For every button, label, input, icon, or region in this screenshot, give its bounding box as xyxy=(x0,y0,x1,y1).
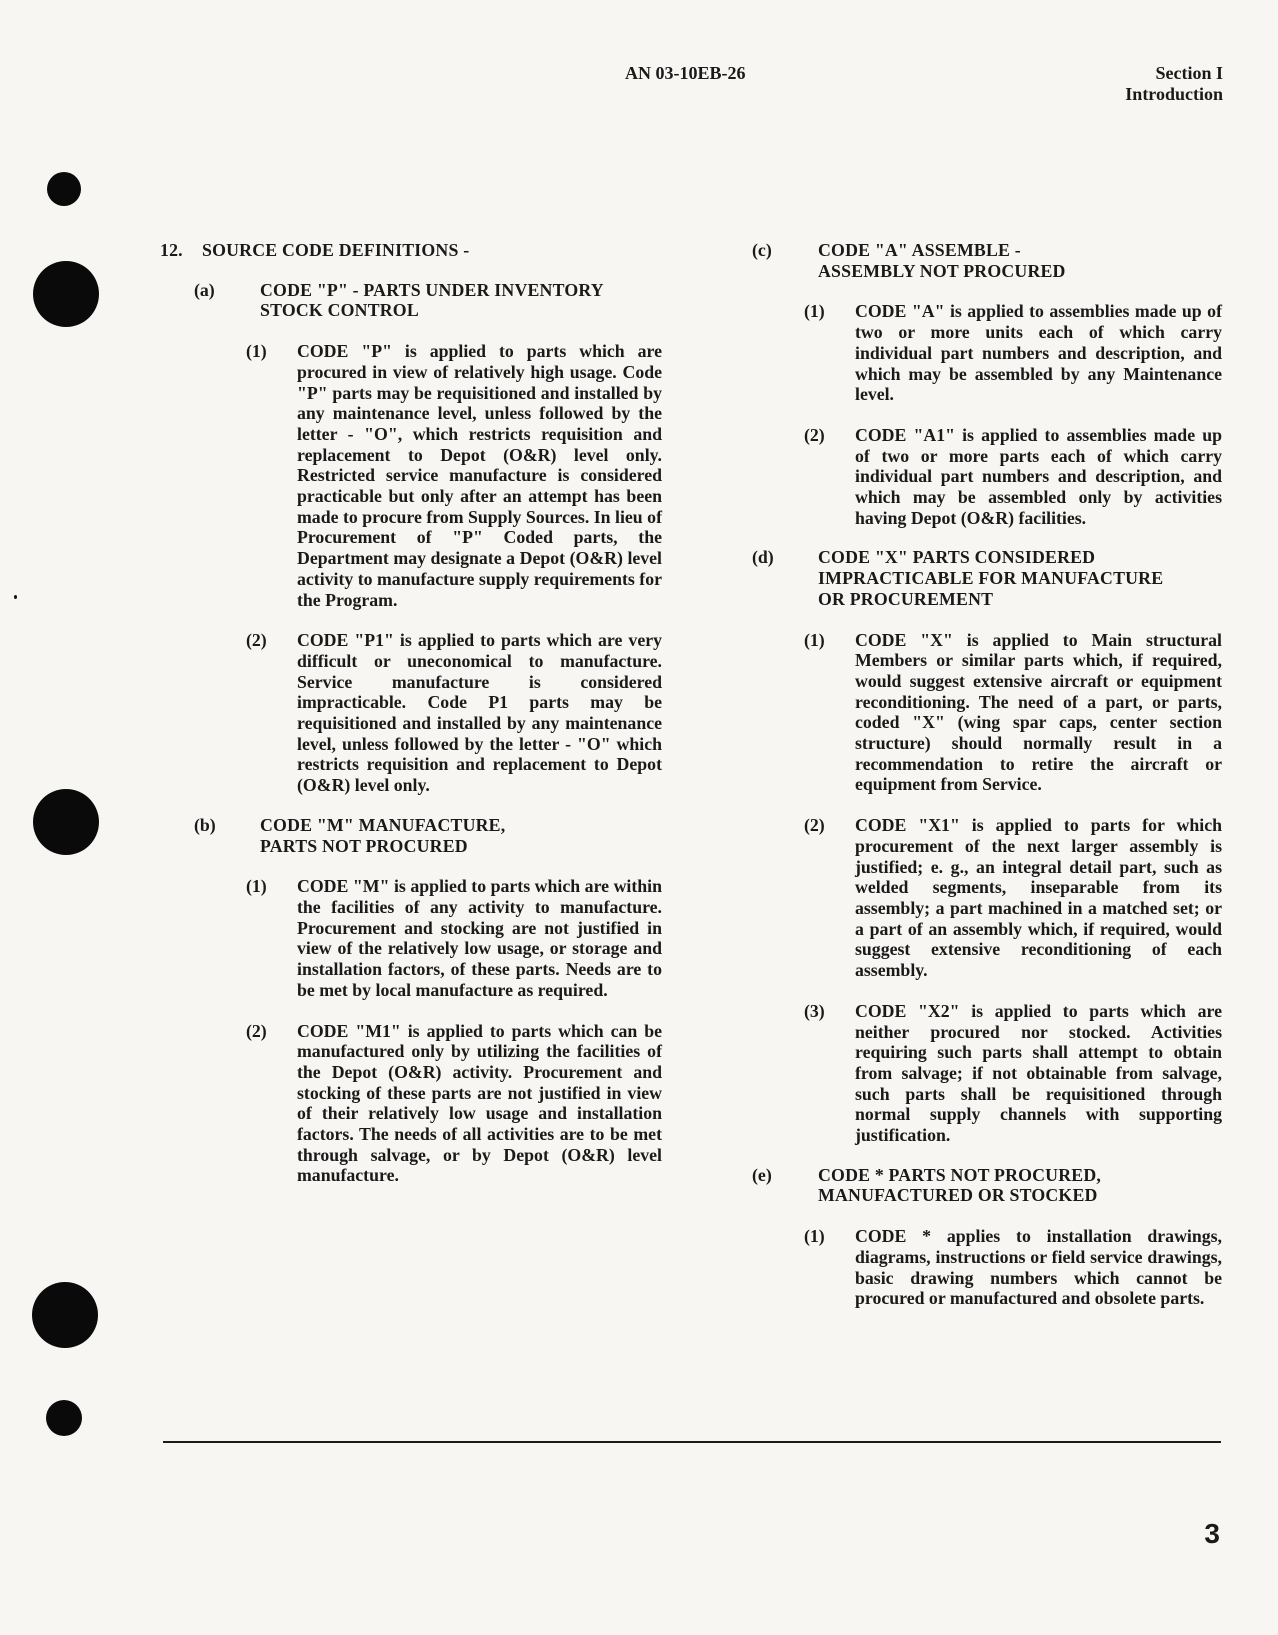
subsection-label: (c) xyxy=(752,240,772,260)
item-number: (2) xyxy=(246,630,267,651)
section-title: Introduction xyxy=(1125,84,1223,104)
item-text: CODE "M" is applied to parts which are within the facilities of any activity to manufacture. Procurement and stocking are not justified in view of the relatively low usage, or storage and installation factors, of these parts. Needs are to be met by local manufacture as required. xyxy=(297,876,662,1000)
main-heading xyxy=(160,240,662,261)
item-number: (1) xyxy=(804,301,825,322)
item-text: CODE "P1" is applied to parts which are very difficult or uneconomical to manufacture. Service manufacture is considered impracticable. Code P1 parts may be requisitioned and installed by any maintenance level, unless followed by the letter - "O" which restricts requisition and replacement to Depot (O&R) level only. xyxy=(297,630,662,796)
subsection-label: (d) xyxy=(752,547,774,568)
item-text: CODE "A1" is applied to assemblies made up of two or more parts each of which carry individual part numbers and description, and which may be assembled only by activities having Depot (O&R) facilities. xyxy=(855,424,1222,528)
subsection-c xyxy=(752,240,1222,281)
item-number: (1) xyxy=(804,629,825,650)
paragraph-item xyxy=(804,301,1222,405)
main-heading-number: 12. xyxy=(160,240,183,260)
paragraph-item xyxy=(246,1021,662,1187)
document-number: AN 03-10EB-26 xyxy=(625,63,746,83)
item-text: CODE "P" is applied to parts which are procured in view of relatively high usage. Code "P" parts may be requisitioned and installed by any maintenance level, unless followed by the letter - "O", which restricts requisition and replacement to Depot (O&R) level only. Restricted service manufacture is considered practicable but only after an attempt has been made to procure from Supply Sources. In lieu of Procurement of "P" Coded parts, the Department may designate a Depot (O&R) level activity to manufacture supply requirements for the Program. xyxy=(297,341,662,610)
subsection-title: CODE "X" PARTS CONSIDERED IMPRACTICABLE FOR MANUFACTURE OR PROCUREMENT xyxy=(818,547,1164,609)
page-number: 3 xyxy=(1204,1518,1220,1549)
section-header xyxy=(1125,63,1223,105)
item-number: (2) xyxy=(246,1020,267,1041)
item-text: CODE "M1" is applied to parts which can be manufactured only by utilizing the facilities of the Depot (O&R) activity. Procurement and stocking of these parts are not justified in view of their relatively low usage and installation factors. The needs of all activities are to be met through salvage, or by Depot (O&R) level manufacture. xyxy=(297,1020,662,1186)
item-number: (1) xyxy=(246,876,267,897)
binder-hole xyxy=(32,1282,98,1348)
item-text: CODE "X1" is applied to parts for which procurement of the next larger assembly is justified; e. g., an integral detail part, such as welded segments, inseparable from its assembly; a part machined in a matched set; or a part of an assembly which, if required, would suggest extensive reconditioning of each assembly. xyxy=(855,815,1222,981)
item-number: (2) xyxy=(804,424,825,445)
binder-hole xyxy=(33,261,99,327)
section-number: Section I xyxy=(1155,63,1223,83)
item-text: CODE "X2" is applied to parts which are neither procured nor stocked. Activities requiring such parts shall attempt to obtain from salvage; if not obtainable from salvage, such parts shall be requisitioned through normal supply channels with supporting justification. xyxy=(855,1000,1222,1146)
paragraph-item xyxy=(804,1001,1222,1146)
subsection-title: CODE "M" MANUFACTURE, PARTS NOT PROCURED xyxy=(260,814,506,856)
subsection-title: CODE * PARTS NOT PROCURED, MANUFACTURED OR STOCKED xyxy=(818,1164,1102,1206)
item-number: (1) xyxy=(246,341,267,362)
subsection-title: CODE "A" ASSEMBLE - ASSEMBLY NOT PROCURED xyxy=(818,240,1066,281)
item-text: CODE "A" is applied to assemblies made up of two or more units each of which carry individual part numbers and description, and which may be assembled by any Maintenance level. xyxy=(855,301,1222,405)
subsection-a xyxy=(194,280,662,321)
subsection-label: (a) xyxy=(194,279,215,300)
subsection-e xyxy=(752,1165,1222,1206)
paragraph-item xyxy=(804,425,1222,529)
right-column xyxy=(752,240,1222,1309)
paragraph-item xyxy=(804,1226,1222,1309)
subsection-d xyxy=(752,547,1222,609)
subsection-title: CODE "P" - PARTS UNDER INVENTORY STOCK CONTROL xyxy=(260,279,604,321)
footer-rule xyxy=(163,1441,1221,1443)
binder-hole xyxy=(46,1400,82,1436)
paragraph-item xyxy=(246,341,662,610)
binder-hole xyxy=(47,172,81,206)
item-text: CODE "X" is applied to Main structural Members or similar parts which, if required, would suggest extensive aircraft or equipment reconditioning. The need of a part, or parts, coded "X" (wing spar caps, center section structure) should normally result in a recommendation to retire the aircraft or equipment from Service. xyxy=(855,629,1222,795)
left-column xyxy=(160,240,662,1186)
subsection-label: (e) xyxy=(752,1164,772,1185)
paragraph-item xyxy=(246,876,662,1000)
item-text: CODE * applies to installation drawings, diagrams, instructions or field service drawings, basic drawing numbers which cannot be procured or manufactured and obsolete parts. xyxy=(855,1226,1222,1309)
paragraph-item xyxy=(804,630,1222,796)
paragraph-item xyxy=(804,815,1222,981)
paragraph-item xyxy=(246,630,662,796)
scan-speck xyxy=(14,595,17,599)
item-number: (1) xyxy=(804,1226,825,1247)
item-number: (2) xyxy=(804,815,825,836)
subsection-b xyxy=(194,815,662,856)
binder-hole xyxy=(33,789,99,855)
item-number: (3) xyxy=(804,1000,825,1021)
main-heading-title: SOURCE CODE DEFINITIONS - xyxy=(202,240,470,260)
subsection-label: (b) xyxy=(194,814,216,835)
